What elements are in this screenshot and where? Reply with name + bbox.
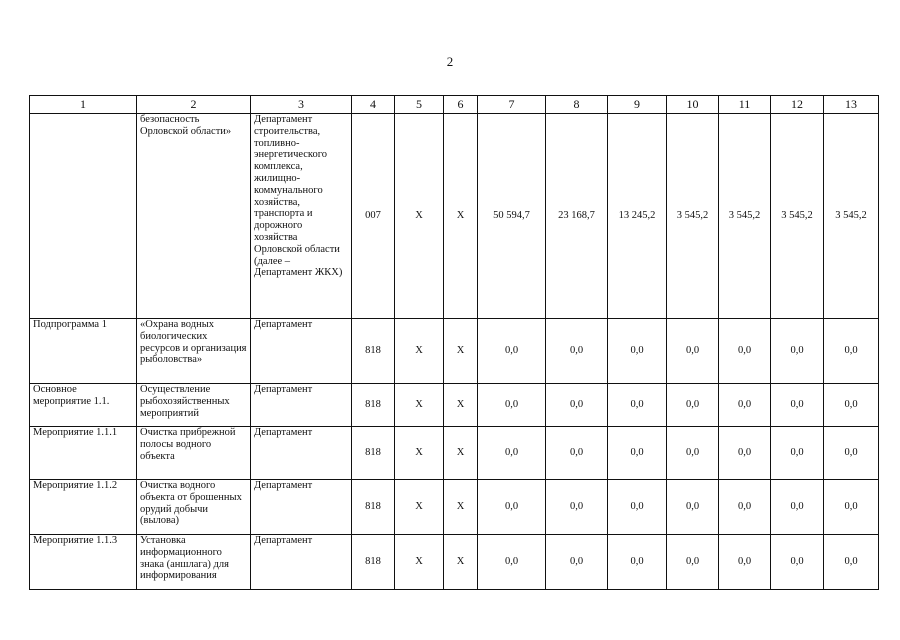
col-13-cell: 0,0: [824, 535, 879, 590]
header-cell-1: 1: [30, 96, 137, 114]
col-6-cell: X: [444, 427, 478, 480]
name-cell: безопасность Орловской области»: [137, 114, 251, 319]
col-9-cell: 0,0: [608, 319, 667, 384]
row-label-cell: Мероприятие 1.1.1: [30, 427, 137, 480]
col-10-cell: 0,0: [667, 427, 719, 480]
col-5-cell: X: [395, 319, 444, 384]
table-row: [30, 114, 879, 319]
col-10-cell: 0,0: [667, 384, 719, 427]
header-cell-11: 11: [719, 96, 771, 114]
col-7-cell: 0,0: [478, 384, 546, 427]
header-row: [30, 96, 879, 114]
header-cell-9: 9: [608, 96, 667, 114]
col-8-cell: 0,0: [546, 384, 608, 427]
executor-cell: Департамент: [251, 319, 352, 384]
col-6-cell: X: [444, 114, 478, 319]
col-9-cell: 0,0: [608, 480, 667, 535]
header-cell-6: 6: [444, 96, 478, 114]
col-6-cell: X: [444, 535, 478, 590]
table-row: [30, 427, 879, 480]
col-8-cell: 0,0: [546, 427, 608, 480]
col-10-cell: 3 545,2: [667, 114, 719, 319]
header-cell-3: 3: [251, 96, 352, 114]
col-8-cell: 0,0: [546, 535, 608, 590]
header-cell-4: 4: [352, 96, 395, 114]
col-12-cell: 0,0: [771, 384, 824, 427]
col-6-cell: X: [444, 319, 478, 384]
col-7-cell: 0,0: [478, 535, 546, 590]
code-cell: 818: [352, 480, 395, 535]
row-label-cell: Мероприятие 1.1.3: [30, 535, 137, 590]
code-cell: 818: [352, 384, 395, 427]
row-label-cell: Подпрограмма 1: [30, 319, 137, 384]
col-5-cell: X: [395, 427, 444, 480]
executor-cell: Департамент: [251, 384, 352, 427]
col-7-cell: 0,0: [478, 480, 546, 535]
name-cell: «Охрана водных биологических ресурсов и организация рыболовства»: [137, 319, 251, 384]
col-9-cell: 0,0: [608, 427, 667, 480]
table-row: [30, 319, 879, 384]
col-9-cell: 0,0: [608, 535, 667, 590]
col-10-cell: 0,0: [667, 480, 719, 535]
col-13-cell: 3 545,2: [824, 114, 879, 319]
executor-cell: Департамент: [251, 535, 352, 590]
col-9-cell: 0,0: [608, 384, 667, 427]
name-cell: Очистка прибрежной полосы водного объекта: [137, 427, 251, 480]
col-5-cell: X: [395, 114, 444, 319]
col-12-cell: 0,0: [771, 427, 824, 480]
col-6-cell: X: [444, 384, 478, 427]
col-11-cell: 0,0: [719, 427, 771, 480]
header-cell-13: 13: [824, 96, 879, 114]
table-row: [30, 384, 879, 427]
header-cell-7: 7: [478, 96, 546, 114]
program-table: [29, 95, 879, 590]
row-label-cell: Мероприятие 1.1.2: [30, 480, 137, 535]
col-13-cell: 0,0: [824, 427, 879, 480]
table-row: [30, 480, 879, 535]
col-5-cell: X: [395, 384, 444, 427]
col-12-cell: 0,0: [771, 319, 824, 384]
name-cell: Осуществление рыбохозяйственных мероприятий: [137, 384, 251, 427]
col-8-cell: 23 168,7: [546, 114, 608, 319]
col-7-cell: 0,0: [478, 319, 546, 384]
header-cell-5: 5: [395, 96, 444, 114]
col-8-cell: 0,0: [546, 319, 608, 384]
header-cell-12: 12: [771, 96, 824, 114]
col-11-cell: 0,0: [719, 384, 771, 427]
col-11-cell: 0,0: [719, 535, 771, 590]
table-row: [30, 535, 879, 590]
executor-cell: Департамент: [251, 427, 352, 480]
header-cell-2: 2: [137, 96, 251, 114]
col-7-cell: 0,0: [478, 427, 546, 480]
col-11-cell: 0,0: [719, 319, 771, 384]
header-cell-10: 10: [667, 96, 719, 114]
code-cell: 818: [352, 427, 395, 480]
col-5-cell: X: [395, 535, 444, 590]
code-cell: 007: [352, 114, 395, 319]
name-cell: Очистка водного объекта от брошенных орудий добычи (вылова): [137, 480, 251, 535]
col-12-cell: 0,0: [771, 535, 824, 590]
name-cell: Установка информационного знака (аншлага) для информирования: [137, 535, 251, 590]
table-body: [30, 114, 879, 590]
header-cell-8: 8: [546, 96, 608, 114]
code-cell: 818: [352, 319, 395, 384]
col-6-cell: X: [444, 480, 478, 535]
executor-cell: Департамент строительства, топливно-энергетического комплекса, жилищно-коммунального хозяйства, транспорта и дорожного хозяйства Орловской области (далее – Департамент ЖКХ): [251, 114, 352, 319]
col-10-cell: 0,0: [667, 319, 719, 384]
row-label-cell: [30, 114, 137, 319]
col-12-cell: 0,0: [771, 480, 824, 535]
col-13-cell: 0,0: [824, 384, 879, 427]
code-cell: 818: [352, 535, 395, 590]
col-5-cell: X: [395, 480, 444, 535]
col-11-cell: 0,0: [719, 480, 771, 535]
col-9-cell: 13 245,2: [608, 114, 667, 319]
col-7-cell: 50 594,7: [478, 114, 546, 319]
page-number: 2: [446, 54, 454, 69]
col-13-cell: 0,0: [824, 319, 879, 384]
col-10-cell: 0,0: [667, 535, 719, 590]
col-12-cell: 3 545,2: [771, 114, 824, 319]
row-label-cell: Основное мероприятие 1.1.: [30, 384, 137, 427]
col-8-cell: 0,0: [546, 480, 608, 535]
executor-cell: Департамент: [251, 480, 352, 535]
col-11-cell: 3 545,2: [719, 114, 771, 319]
col-13-cell: 0,0: [824, 480, 879, 535]
